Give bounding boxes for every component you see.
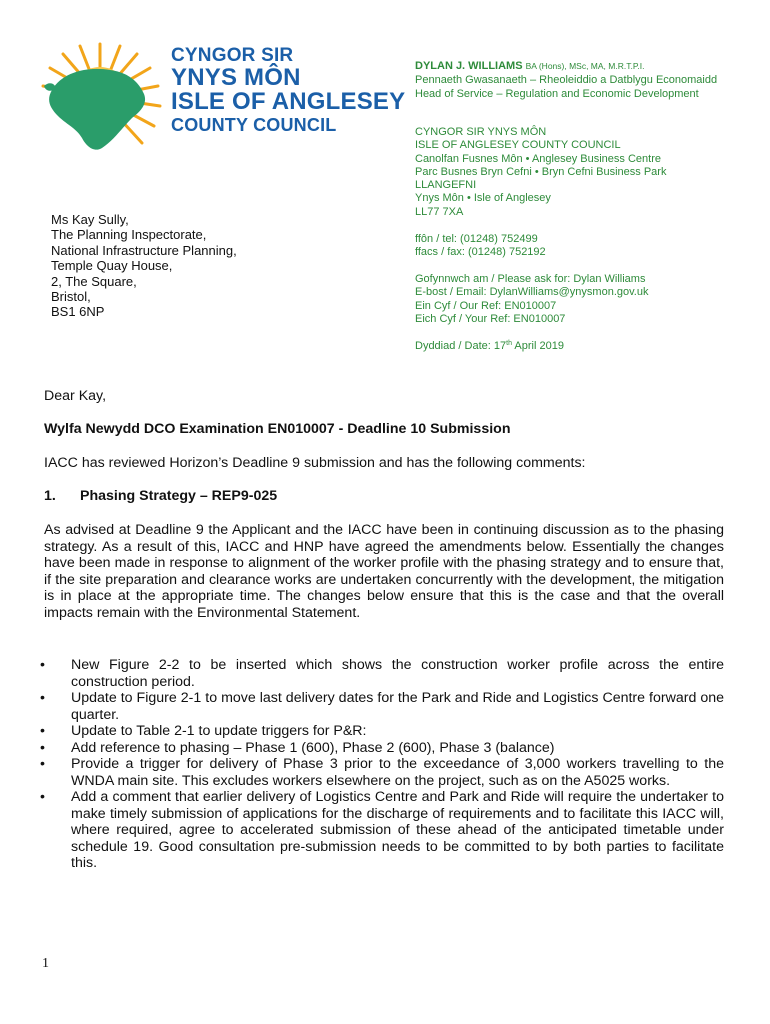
section-number: 1.	[44, 488, 56, 504]
list-item	[40, 723, 724, 740]
date-suffix: April 2019	[511, 340, 564, 352]
date-prefix: Dyddiad / Date: 17	[415, 340, 507, 352]
recipient-line: Ms Kay Sully,	[51, 212, 129, 227]
address-line: Parc Busnes Bryn Cefni • Bryn Cefni Business Park	[415, 165, 667, 178]
list-item-text: Add a comment that earlier delivery of Logistics Centre and Park and Ride will require the undertaker to make timely submission of applications for the discharge of requirements and to facilitate this IACC will, where required, agree to accelerated submission of these ahead of the anticipated timetable under schedule 19. Good consultation pre-submission needs to be committed to by both parties to facilitate this.	[71, 789, 724, 871]
recipient-line: Bristol,	[51, 289, 91, 305]
your-ref: Eich Cyf / Your Ref: EN010007	[415, 312, 566, 325]
list-item-text: Provide a trigger for delivery of Phase 3 prior to the exceedance of 3,000 workers travelling to the WNDA main site. This excludes workers elsewhere on the project, such as on the A5025 works.	[71, 756, 724, 789]
letter-date	[415, 340, 760, 353]
recipient-line: Temple Quay House,	[51, 258, 173, 274]
list-item-text: New Figure 2-2 to be inserted which shows the construction worker profile across the entire construction period.	[71, 657, 724, 690]
list-item	[40, 690, 724, 723]
address-line: ISLE OF ANGLESEY COUNTY COUNCIL	[415, 139, 621, 152]
sender-title-welsh: Pennaeth Gwasanaeth – Rheoleiddio a Datblygu Economaidd	[415, 74, 718, 86]
salutation: Dear Kay,	[44, 388, 107, 404]
council-address	[415, 126, 760, 219]
bullet-icon: •	[40, 690, 45, 706]
phasing-paragraph: As advised at Deadline 9 the Applicant and the IACC have been in continuing discussion as to the phasing strategy. As a result of this, IACC and HNP have agreed the amendments below. Essentially the changes have been made in response to alignment of the worker profile with the phasing strategy and to ensure that, if the site preparation and clearance works are undertaken concurrently with the development, the mitigation is in place at the appropriate time. The changes below ensure that this is the case and that the overall impacts remain with the Environmental Statement.	[44, 522, 724, 621]
section-heading	[44, 488, 724, 505]
list-item-text: Update to Figure 2-1 to move last delivery dates for the Park and Ride and Logistics Centre forward one quarter.	[71, 690, 724, 723]
email[interactable]: E-bost / Email: DylanWilliams@ynysmon.gov.uk	[415, 286, 649, 299]
logo-line-2: YNYS MÔN	[171, 64, 301, 91]
contact-block	[415, 233, 760, 260]
bullet-icon: •	[40, 657, 45, 673]
list-item	[40, 739, 724, 757]
address-line: CYNGOR SIR YNYS MÔN	[415, 126, 547, 138]
sender-title-english: Head of Service – Regulation and Economic Development	[415, 88, 699, 100]
list-item-text: Add reference to phasing – Phase 1 (600), Phase 2 (600), Phase 3 (balance)	[71, 739, 555, 756]
address-line: LLANGEFNI	[415, 179, 477, 192]
council-logo	[40, 42, 406, 160]
bullet-icon: •	[40, 789, 45, 805]
logo-line-4: COUNTY COUNCIL	[171, 115, 337, 135]
address-line: LL77 7XA	[415, 205, 464, 218]
sender-qualifications: BA (Hons), MSc, MA, M.R.T.P.I.	[525, 61, 645, 71]
bullet-icon: •	[40, 756, 45, 772]
list-item	[40, 756, 724, 789]
list-item	[40, 789, 724, 872]
anglesey-sun-island-icon	[40, 42, 170, 160]
sender-name: DYLAN J. WILLIAMS	[415, 60, 523, 72]
section-title: Phasing Strategy – REP9-025	[80, 488, 278, 504]
recipient-line: National Infrastructure Planning,	[51, 242, 237, 258]
list-item-text: Update to Table 2-1 to update triggers for P&R:	[71, 723, 367, 739]
logo-line-3: ISLE OF ANGLESEY	[171, 88, 406, 115]
date-ordinal: th	[506, 340, 512, 347]
telephone: ffôn / tel: (01248) 752499	[415, 233, 538, 245]
address-line: Ynys Môn • Isle of Anglesey	[415, 192, 551, 205]
logo-line-1: CYNGOR SIR	[171, 45, 294, 66]
recipient-address	[51, 212, 237, 320]
bullet-icon: •	[40, 739, 45, 756]
recipient-line: BS1 6NP	[51, 304, 105, 320]
amendments-list	[40, 657, 724, 872]
sender-block	[415, 59, 760, 101]
our-ref: Ein Cyf / Our Ref: EN010007	[415, 299, 557, 312]
address-line: Canolfan Fusnes Môn • Anglesey Business Centre	[415, 152, 661, 165]
page-number: 1	[42, 956, 49, 971]
reference-block	[415, 273, 760, 326]
ask-for: Gofynnwch am / Please ask for: Dylan Williams	[415, 273, 646, 285]
council-logo-wordmark	[171, 46, 405, 136]
recipient-line: 2, The Square,	[51, 273, 137, 289]
fax: ffacs / fax: (01248) 752192	[415, 246, 546, 259]
intro-paragraph: IACC has reviewed Horizon’s Deadline 9 submission and has the following comments:	[44, 455, 586, 471]
letter-subject: Wylfa Newydd DCO Examination EN010007 - Deadline 10 Submission	[44, 421, 511, 437]
recipient-line: The Planning Inspectorate,	[51, 227, 207, 243]
list-item	[40, 657, 724, 690]
bullet-icon: •	[40, 723, 45, 739]
